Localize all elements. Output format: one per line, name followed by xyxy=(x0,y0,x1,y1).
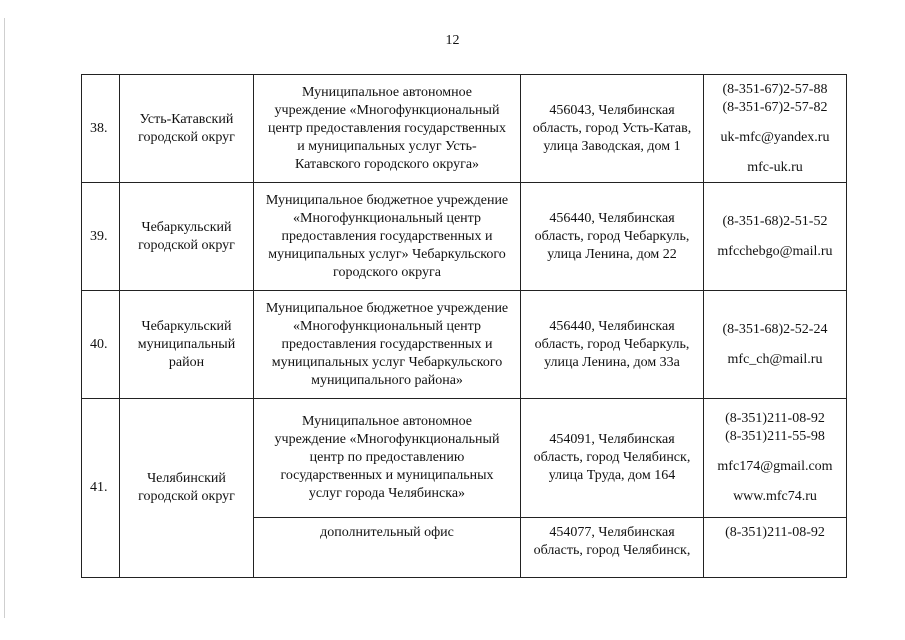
table-row xyxy=(82,183,847,291)
organization-cell xyxy=(254,518,521,578)
row-number: 40. xyxy=(82,291,120,399)
area-name: Челябинский городской округ xyxy=(138,471,235,504)
page-number: 12 xyxy=(445,33,460,48)
address: 456440, Челябинская область, город Чебаркуль, улица Ленина, дом 22 xyxy=(534,210,690,262)
table-row xyxy=(82,75,847,183)
organization-name: Муниципальное бюджетное учреждение «Многофункциональный центр предоставления государственных и муниципальных услуг» Чебаркульского городского округа xyxy=(265,192,509,280)
address-cell xyxy=(521,518,704,578)
row-number: 38. xyxy=(82,75,120,183)
area-cell xyxy=(120,183,254,291)
organization-cell xyxy=(254,75,521,183)
phone: (8-351-67)2-57-82 xyxy=(722,99,828,115)
table-row xyxy=(82,291,847,399)
contacts-cell xyxy=(704,183,847,291)
address: 456440, Челябинская область, город Чебаркуль, улица Ленина, дом 33а xyxy=(534,318,690,370)
organization-cell xyxy=(254,183,521,291)
area-name: Чебаркульский муниципальный район xyxy=(137,318,236,370)
contacts-cell xyxy=(704,291,847,399)
phone: (8-351)211-55-98 xyxy=(725,429,825,444)
phone: (8-351-67)2-57-88 xyxy=(722,81,828,97)
phone: (8-351)211-08-92 xyxy=(725,525,825,540)
phone: (8-351)211-08-92 xyxy=(725,411,825,426)
organization-name: Муниципальное автономное учреждение «Многофункциональный центр по предоставлению государственных и муниципальных услуг города Челябинска» xyxy=(274,414,500,501)
website-link[interactable]: mfc-uk.ru xyxy=(747,159,803,175)
scan-edge-line xyxy=(4,18,5,618)
row-number: 41. xyxy=(82,399,120,578)
organization-cell xyxy=(254,399,521,518)
organization-name: Муниципальное автономное учреждение «Многофункциональный центр предоставления государственных и муниципальных услуг Усть- Катавского городского округа» xyxy=(268,84,506,172)
area-cell xyxy=(120,75,254,183)
phone: (8-351-68)2-52-24 xyxy=(722,321,828,337)
contacts-cell xyxy=(704,399,847,518)
address-cell xyxy=(521,183,704,291)
area-cell xyxy=(120,399,254,578)
table-row xyxy=(82,399,847,518)
area-name: Усть-Катавский городской округ xyxy=(138,111,235,145)
email-link[interactable]: mfc_ch@mail.ru xyxy=(727,351,823,367)
address-cell xyxy=(521,399,704,518)
row-number: 39. xyxy=(82,183,120,291)
address: 454077, Челябинская область, город Челябинск, xyxy=(533,525,691,558)
address-cell xyxy=(521,291,704,399)
email-link[interactable]: uk-mfc@yandex.ru xyxy=(720,129,830,145)
address-cell xyxy=(521,75,704,183)
website-link[interactable]: www.mfc74.ru xyxy=(733,489,817,504)
office-type: дополнительный офис xyxy=(320,525,454,540)
address: 456043, Челябинская область, город Усть-Катав, улица Заводская, дом 1 xyxy=(532,102,692,154)
address: 454091, Челябинская область, город Челябинск, улица Труда, дом 164 xyxy=(533,432,691,483)
organization-cell xyxy=(254,291,521,399)
email-link[interactable]: mfc174@gmail.com xyxy=(717,459,833,474)
area-cell xyxy=(120,291,254,399)
area-name: Чебаркульский городской округ xyxy=(138,219,235,253)
contacts-cell xyxy=(704,75,847,183)
contacts-cell xyxy=(704,518,847,578)
email-link[interactable]: mfcchebgo@mail.ru xyxy=(717,243,833,259)
organization-name: Муниципальное бюджетное учреждение «Многофункциональный центр предоставления государственных и муниципальных услуг Чебаркульского муниципального района» xyxy=(265,300,509,388)
phone: (8-351-68)2-51-52 xyxy=(722,213,828,229)
mfc-registry-table xyxy=(81,74,847,578)
